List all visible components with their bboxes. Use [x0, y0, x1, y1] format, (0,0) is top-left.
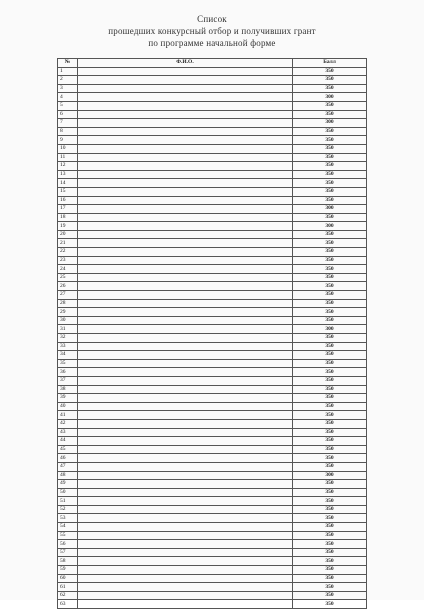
- row-score: 350: [293, 187, 367, 196]
- row-number: 19: [58, 222, 78, 231]
- row-score: 350: [293, 179, 367, 188]
- row-number: 15: [58, 187, 78, 196]
- table-row: [58, 454, 367, 463]
- row-number: 23: [58, 256, 78, 265]
- row-full-name: [78, 548, 293, 557]
- row-score: 350: [293, 497, 367, 506]
- row-number: 31: [58, 325, 78, 334]
- row-score: 300: [293, 222, 367, 231]
- row-number: 46: [58, 454, 78, 463]
- row-full-name: [78, 531, 293, 540]
- row-number: 37: [58, 376, 78, 385]
- row-score: 350: [293, 101, 367, 110]
- row-score: 350: [293, 523, 367, 532]
- table-row: [58, 101, 367, 110]
- row-full-name: [78, 205, 293, 214]
- table-row: [58, 385, 367, 394]
- table-row: [58, 368, 367, 377]
- table-row: [58, 359, 367, 368]
- row-score: 350: [293, 230, 367, 239]
- document-title: Список: [197, 14, 227, 24]
- document-subtitle-line-2: по программе начальной форме: [148, 38, 276, 48]
- row-number: 49: [58, 480, 78, 489]
- table-row: [58, 136, 367, 145]
- row-full-name: [78, 248, 293, 257]
- row-score: 350: [293, 144, 367, 153]
- row-full-name: [78, 583, 293, 592]
- row-full-name: [78, 119, 293, 128]
- row-number: 39: [58, 394, 78, 403]
- table-row: [58, 76, 367, 85]
- row-number: 18: [58, 213, 78, 222]
- row-number: 54: [58, 523, 78, 532]
- row-score: 350: [293, 351, 367, 360]
- table-row: [58, 196, 367, 205]
- row-score: 350: [293, 462, 367, 471]
- row-score: 350: [293, 265, 367, 274]
- table-row: [58, 488, 367, 497]
- row-score: 350: [293, 574, 367, 583]
- table-row: [58, 505, 367, 514]
- row-number: 34: [58, 351, 78, 360]
- row-full-name: [78, 359, 293, 368]
- table-row: [58, 170, 367, 179]
- row-number: 21: [58, 239, 78, 248]
- row-full-name: [78, 230, 293, 239]
- row-score: 350: [293, 445, 367, 454]
- table-row: [58, 351, 367, 360]
- row-full-name: [78, 127, 293, 136]
- row-number: 17: [58, 205, 78, 214]
- row-score: 350: [293, 127, 367, 136]
- row-score: 350: [293, 480, 367, 489]
- row-score: 350: [293, 402, 367, 411]
- header-full-name: Ф.И.О.: [78, 59, 293, 68]
- row-full-name: [78, 368, 293, 377]
- table-row: [58, 316, 367, 325]
- table-row: [58, 273, 367, 282]
- row-score: 350: [293, 136, 367, 145]
- table-row: [58, 144, 367, 153]
- row-score: 300: [293, 205, 367, 214]
- row-score: 350: [293, 583, 367, 592]
- table-row: [58, 153, 367, 162]
- row-number: 30: [58, 316, 78, 325]
- row-full-name: [78, 402, 293, 411]
- row-full-name: [78, 67, 293, 76]
- row-number: 22: [58, 248, 78, 257]
- row-score: 350: [293, 248, 367, 257]
- row-score: 350: [293, 394, 367, 403]
- row-number: 8: [58, 127, 78, 136]
- table-row: [58, 308, 367, 317]
- row-score: 350: [293, 67, 367, 76]
- row-full-name: [78, 256, 293, 265]
- row-full-name: [78, 325, 293, 334]
- row-score: 300: [293, 93, 367, 102]
- table-row: [58, 402, 367, 411]
- row-score: 350: [293, 376, 367, 385]
- row-number: 56: [58, 540, 78, 549]
- row-number: 14: [58, 179, 78, 188]
- row-full-name: [78, 471, 293, 480]
- row-score: 350: [293, 557, 367, 566]
- row-number: 33: [58, 342, 78, 351]
- table-row: [58, 583, 367, 592]
- row-score: 350: [293, 308, 367, 317]
- row-full-name: [78, 84, 293, 93]
- row-score: 350: [293, 291, 367, 300]
- row-full-name: [78, 334, 293, 343]
- row-full-name: [78, 291, 293, 300]
- row-score: 350: [293, 153, 367, 162]
- row-full-name: [78, 342, 293, 351]
- table-row: [58, 230, 367, 239]
- table-row: [58, 591, 367, 600]
- row-score: 350: [293, 342, 367, 351]
- table-row: [58, 437, 367, 446]
- row-number: 1: [58, 67, 78, 76]
- grant-recipients-table: [57, 58, 367, 609]
- row-number: 40: [58, 402, 78, 411]
- row-full-name: [78, 93, 293, 102]
- row-score: 350: [293, 213, 367, 222]
- row-number: 47: [58, 462, 78, 471]
- row-number: 63: [58, 600, 78, 609]
- row-number: 44: [58, 437, 78, 446]
- table-row: [58, 394, 367, 403]
- table-row: [58, 213, 367, 222]
- table-row: [58, 600, 367, 609]
- row-number: 60: [58, 574, 78, 583]
- row-number: 58: [58, 557, 78, 566]
- table-row: [58, 566, 367, 575]
- table-row: [58, 334, 367, 343]
- row-full-name: [78, 273, 293, 282]
- row-full-name: [78, 394, 293, 403]
- row-full-name: [78, 196, 293, 205]
- row-score: 300: [293, 119, 367, 128]
- row-number: 48: [58, 471, 78, 480]
- row-number: 6: [58, 110, 78, 119]
- row-score: 350: [293, 437, 367, 446]
- row-full-name: [78, 213, 293, 222]
- table-row: [58, 574, 367, 583]
- table-row: [58, 84, 367, 93]
- table-row: [58, 419, 367, 428]
- table-row: [58, 342, 367, 351]
- table-row: [58, 540, 367, 549]
- table-row: [58, 514, 367, 523]
- row-full-name: [78, 239, 293, 248]
- table-row: [58, 497, 367, 506]
- row-full-name: [78, 110, 293, 119]
- row-score: 350: [293, 419, 367, 428]
- row-score: 350: [293, 162, 367, 171]
- table-row: [58, 462, 367, 471]
- row-number: 29: [58, 308, 78, 317]
- row-score: 350: [293, 514, 367, 523]
- row-full-name: [78, 437, 293, 446]
- row-number: 55: [58, 531, 78, 540]
- row-number: 52: [58, 505, 78, 514]
- row-full-name: [78, 428, 293, 437]
- row-full-name: [78, 480, 293, 489]
- row-number: 24: [58, 265, 78, 274]
- row-score: 350: [293, 548, 367, 557]
- row-score: 350: [293, 282, 367, 291]
- row-score: 350: [293, 239, 367, 248]
- row-score: 350: [293, 170, 367, 179]
- table-row: [58, 187, 367, 196]
- row-number: 3: [58, 84, 78, 93]
- header-score: Балл: [293, 59, 367, 68]
- row-score: 350: [293, 110, 367, 119]
- row-number: 35: [58, 359, 78, 368]
- row-score: 350: [293, 505, 367, 514]
- row-number: 32: [58, 334, 78, 343]
- row-score: 350: [293, 428, 367, 437]
- row-score: 350: [293, 368, 367, 377]
- row-full-name: [78, 574, 293, 583]
- row-number: 43: [58, 428, 78, 437]
- row-score: 350: [293, 385, 367, 394]
- table-row: [58, 531, 367, 540]
- table-row: [58, 110, 367, 119]
- row-full-name: [78, 222, 293, 231]
- table-row: [58, 523, 367, 532]
- row-full-name: [78, 162, 293, 171]
- row-number: 28: [58, 299, 78, 308]
- row-score: 350: [293, 316, 367, 325]
- row-full-name: [78, 101, 293, 110]
- table-row: [58, 205, 367, 214]
- table-row: [58, 428, 367, 437]
- row-number: 41: [58, 411, 78, 420]
- row-score: 350: [293, 600, 367, 609]
- table-row: [58, 548, 367, 557]
- row-number: 61: [58, 583, 78, 592]
- row-full-name: [78, 308, 293, 317]
- row-full-name: [78, 282, 293, 291]
- row-full-name: [78, 136, 293, 145]
- row-full-name: [78, 557, 293, 566]
- row-full-name: [78, 179, 293, 188]
- row-number: 5: [58, 101, 78, 110]
- row-full-name: [78, 497, 293, 506]
- row-score: 350: [293, 488, 367, 497]
- row-full-name: [78, 153, 293, 162]
- row-full-name: [78, 591, 293, 600]
- table-row: [58, 445, 367, 454]
- row-score: 350: [293, 334, 367, 343]
- table-row: [58, 480, 367, 489]
- row-score: 350: [293, 540, 367, 549]
- row-score: 350: [293, 566, 367, 575]
- row-number: 38: [58, 385, 78, 394]
- table-row: [58, 376, 367, 385]
- row-score: 350: [293, 531, 367, 540]
- row-number: 26: [58, 282, 78, 291]
- header-number: №: [58, 59, 78, 68]
- row-number: 62: [58, 591, 78, 600]
- row-score: 350: [293, 256, 367, 265]
- row-number: 16: [58, 196, 78, 205]
- row-number: 20: [58, 230, 78, 239]
- table-row: [58, 282, 367, 291]
- table-row: [58, 471, 367, 480]
- row-score: 300: [293, 471, 367, 480]
- table-row: [58, 93, 367, 102]
- table-row: [58, 248, 367, 257]
- row-number: 12: [58, 162, 78, 171]
- table-row: [58, 127, 367, 136]
- table-row: [58, 299, 367, 308]
- row-full-name: [78, 316, 293, 325]
- row-score: 350: [293, 591, 367, 600]
- row-number: 11: [58, 153, 78, 162]
- row-score: 350: [293, 273, 367, 282]
- table-row: [58, 119, 367, 128]
- row-full-name: [78, 445, 293, 454]
- table-row: [58, 67, 367, 76]
- row-score: 350: [293, 411, 367, 420]
- row-score: 350: [293, 84, 367, 93]
- row-full-name: [78, 411, 293, 420]
- row-number: 25: [58, 273, 78, 282]
- row-full-name: [78, 170, 293, 179]
- document-subtitle-line-1: прошедших конкурсный отбор и получивших грант: [108, 26, 316, 36]
- table-body: [58, 67, 367, 608]
- table-row: [58, 162, 367, 171]
- row-full-name: [78, 454, 293, 463]
- table-row: [58, 265, 367, 274]
- table-row: [58, 256, 367, 265]
- row-score: 350: [293, 299, 367, 308]
- table-row: [58, 557, 367, 566]
- row-number: 59: [58, 566, 78, 575]
- row-number: 27: [58, 291, 78, 300]
- row-score: 350: [293, 196, 367, 205]
- row-score: 350: [293, 359, 367, 368]
- row-full-name: [78, 376, 293, 385]
- row-number: 50: [58, 488, 78, 497]
- row-number: 4: [58, 93, 78, 102]
- row-number: 36: [58, 368, 78, 377]
- row-full-name: [78, 351, 293, 360]
- table-row: [58, 222, 367, 231]
- row-number: 2: [58, 76, 78, 85]
- row-full-name: [78, 488, 293, 497]
- row-full-name: [78, 514, 293, 523]
- row-full-name: [78, 523, 293, 532]
- row-full-name: [78, 600, 293, 609]
- row-number: 9: [58, 136, 78, 145]
- row-full-name: [78, 540, 293, 549]
- row-full-name: [78, 299, 293, 308]
- row-number: 13: [58, 170, 78, 179]
- row-number: 53: [58, 514, 78, 523]
- row-full-name: [78, 462, 293, 471]
- table-row: [58, 411, 367, 420]
- row-number: 42: [58, 419, 78, 428]
- row-number: 7: [58, 119, 78, 128]
- row-number: 51: [58, 497, 78, 506]
- table-row: [58, 291, 367, 300]
- row-full-name: [78, 566, 293, 575]
- row-score: 350: [293, 454, 367, 463]
- table-row: [58, 239, 367, 248]
- row-score: 300: [293, 325, 367, 334]
- row-full-name: [78, 187, 293, 196]
- row-number: 45: [58, 445, 78, 454]
- row-score: 350: [293, 76, 367, 85]
- row-full-name: [78, 385, 293, 394]
- table-row: [58, 179, 367, 188]
- row-full-name: [78, 419, 293, 428]
- table-header-row: [58, 59, 367, 68]
- row-full-name: [78, 505, 293, 514]
- row-full-name: [78, 265, 293, 274]
- row-full-name: [78, 144, 293, 153]
- row-number: 57: [58, 548, 78, 557]
- row-full-name: [78, 76, 293, 85]
- table-row: [58, 325, 367, 334]
- row-number: 10: [58, 144, 78, 153]
